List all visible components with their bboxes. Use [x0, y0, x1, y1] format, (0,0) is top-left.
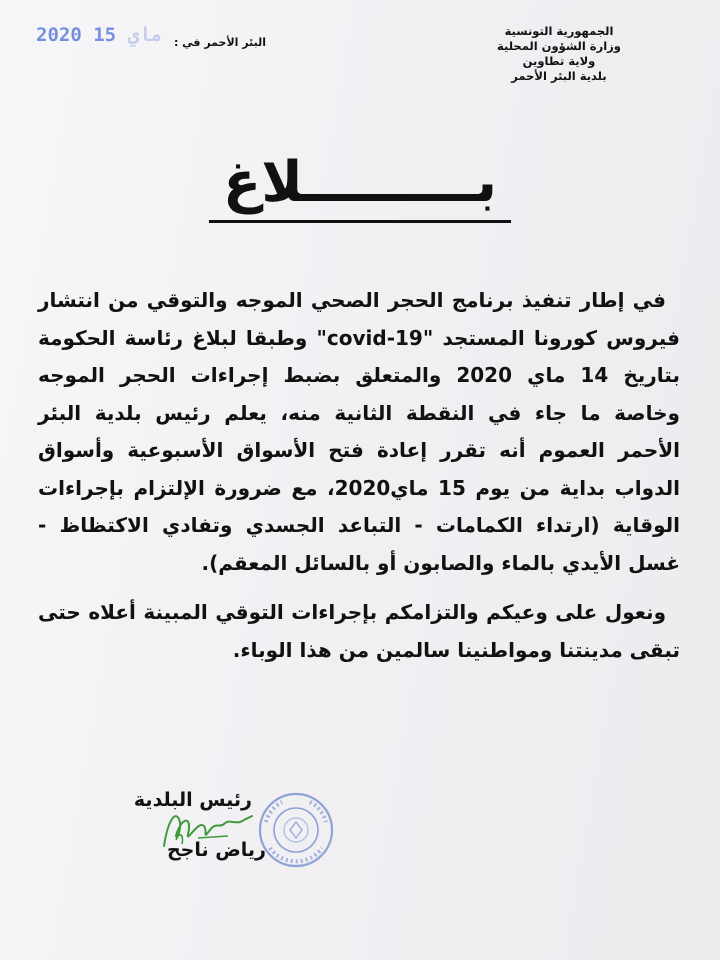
date-stamp-month: ماي: [127, 24, 162, 46]
announcement-paragraph-1: في إطار تنفيذ برنامج الحجر الصحي الموجه والتوقي من انتشار فيروس كورونا المستجد "covid-19" وطبقا لبلاغ رئاسة الحكومة بتاريخ 14 ماي 2020 والمتعلق بضبط إجراءات الحجر الموجه وخاصة ما جاء في النقطة الثانية منه، يعلم رئيس بلدية البئر الأحمر العموم أنه تقرر إعادة فتح الأسواق الأسبوعية وأسواق الدواب بداية من يوم 15 ماي2020، مع ضرورة الإلتزام بإجراءات الوقاية (ارتداء الكمامات - التباعد الجسدي وتفادي الاكتظاظ - غسل الأيدي بالماء والصابون أو بالسائل المعقم).: [38, 288, 681, 575]
announcement-paragraph-2: ونعول على وعيكم والتزامكم بإجراءات التوقي المبينة أعلاه حتى تبقى مدينتنا ومواطنينا سالمين من هذا الوباء.: [38, 600, 680, 662]
handwritten-signature: [158, 800, 258, 860]
signatory-title: رئيس البلدية: [133, 789, 252, 811]
signatory-name: رياض ناجح: [166, 839, 266, 861]
title-container: [0, 152, 720, 223]
letterhead-line-municipality: بلدية البئر الأحمر: [511, 69, 607, 83]
official-seal: [256, 790, 336, 870]
date-stamp: [36, 24, 162, 46]
date-stamp-year: 2020: [36, 24, 82, 46]
announcement-body: [38, 282, 680, 669]
letterhead-line-governorate: ولاية تطاوين: [522, 54, 596, 68]
letterhead-line-ministry: وزارة الشؤون المحلية: [497, 39, 621, 53]
letterhead: [444, 24, 674, 84]
date-line: [36, 24, 266, 64]
place-label: البئر الأحمر في :: [173, 36, 266, 49]
page-title: بـــــــــلاغ: [209, 152, 511, 223]
date-stamp-day: 15: [93, 24, 117, 46]
letterhead-line-republic: الجمهورية التونسية: [504, 24, 614, 38]
